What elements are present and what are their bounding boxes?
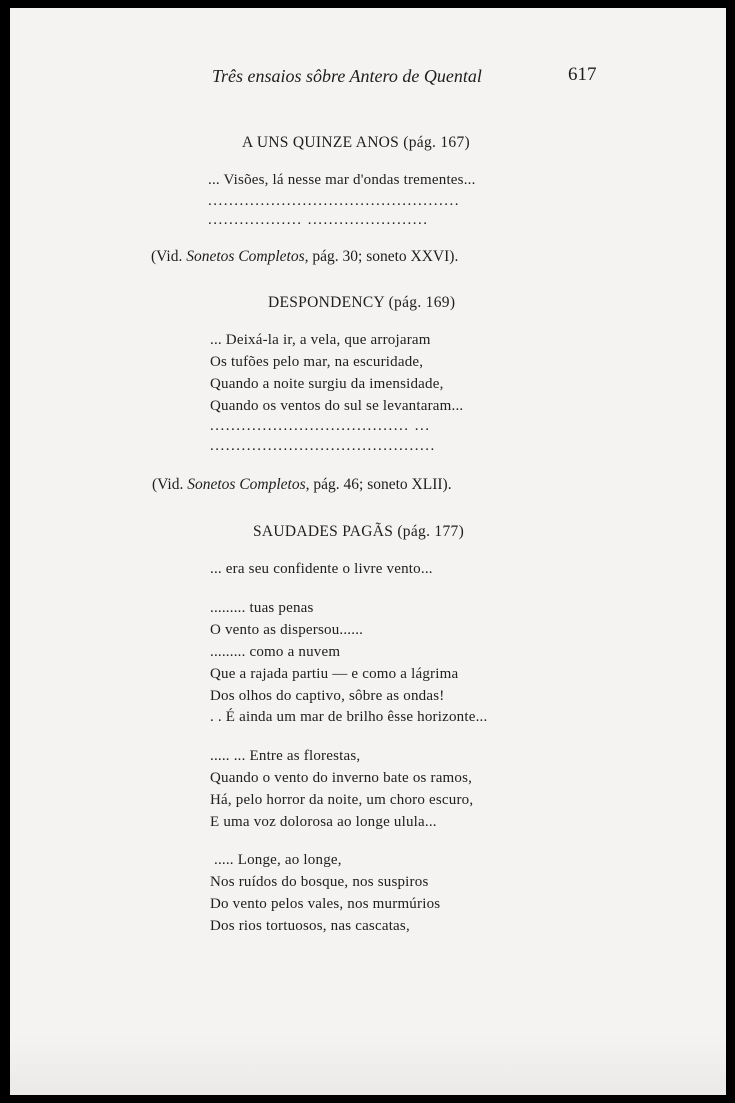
verse-line: Quando os ventos do sul se levantaram... xyxy=(210,398,464,414)
ellipsis-line: ...................................... ... xyxy=(210,418,431,434)
verse-line: ......... como a nuvem xyxy=(210,644,341,660)
ellipsis-line: .................. ....................... xyxy=(208,212,429,228)
verse-line: Quando a noite surgiu da imensidade, xyxy=(210,376,444,392)
scan-shading xyxy=(10,1035,726,1095)
running-head: Três ensaios sôbre Antero de Quental xyxy=(212,66,482,86)
verse-line: Que a rajada partiu — e como a lágrima xyxy=(210,666,459,682)
verse-line: ..... Longe, ao longe, xyxy=(214,852,342,868)
section-title: DESPONDENCY (pág. 169) xyxy=(268,294,456,311)
ellipsis-line: ................................................ xyxy=(208,193,460,209)
verse-line: . . É ainda um mar de brilho êsse horizonte... xyxy=(210,709,488,725)
scanned-page xyxy=(10,8,726,1095)
reference-prefix: (Vid. xyxy=(152,476,184,493)
verse-line: Nos ruídos do bosque, nos suspiros xyxy=(210,874,429,890)
section-title: A UNS QUINZE ANOS (pág. 167) xyxy=(242,134,470,151)
reference-suffix: pág. 46; soneto XLII). xyxy=(313,476,452,493)
reference-line xyxy=(152,476,452,494)
page-number: 617 xyxy=(568,64,597,85)
verse-line: Os tufões pelo mar, na escuridade, xyxy=(210,354,424,370)
reference-work: Sonetos Completos, xyxy=(186,248,309,265)
verse-line: O vento as dispersou...... xyxy=(210,622,364,638)
verse-line: Há, pelo horror da noite, um choro escuro, xyxy=(210,792,474,808)
reference-work: Sonetos Completos, xyxy=(187,476,310,493)
verse-line: ... era seu confidente o livre vento... xyxy=(210,561,433,577)
verse-line: ......... tuas penas xyxy=(210,600,314,616)
verse-line: Quando o vento do inverno bate os ramos, xyxy=(210,770,473,786)
verse-line: Dos olhos do captivo, sôbre as ondas! xyxy=(210,688,445,704)
verse-line: Dos rios tortuosos, nas cascatas, xyxy=(210,918,410,934)
section-title: SAUDADES PAGÃS (pág. 177) xyxy=(253,523,465,540)
ellipsis-line: ........................................... xyxy=(210,438,436,454)
verse-line: ... Deixá-la ir, a vela, que arrojaram xyxy=(210,332,431,348)
verse-line: Do vento pelos vales, nos murmúrios xyxy=(210,896,441,912)
verse-line: ..... ... Entre as florestas, xyxy=(210,748,361,764)
reference-prefix: (Vid. xyxy=(151,248,183,265)
reference-line xyxy=(151,248,458,266)
verse-line: E uma voz dolorosa ao longe ulula... xyxy=(210,814,437,830)
reference-suffix: pág. 30; soneto XXVI). xyxy=(312,248,459,265)
verse-line: ... Visões, lá nesse mar d'ondas trementes... xyxy=(208,172,476,188)
